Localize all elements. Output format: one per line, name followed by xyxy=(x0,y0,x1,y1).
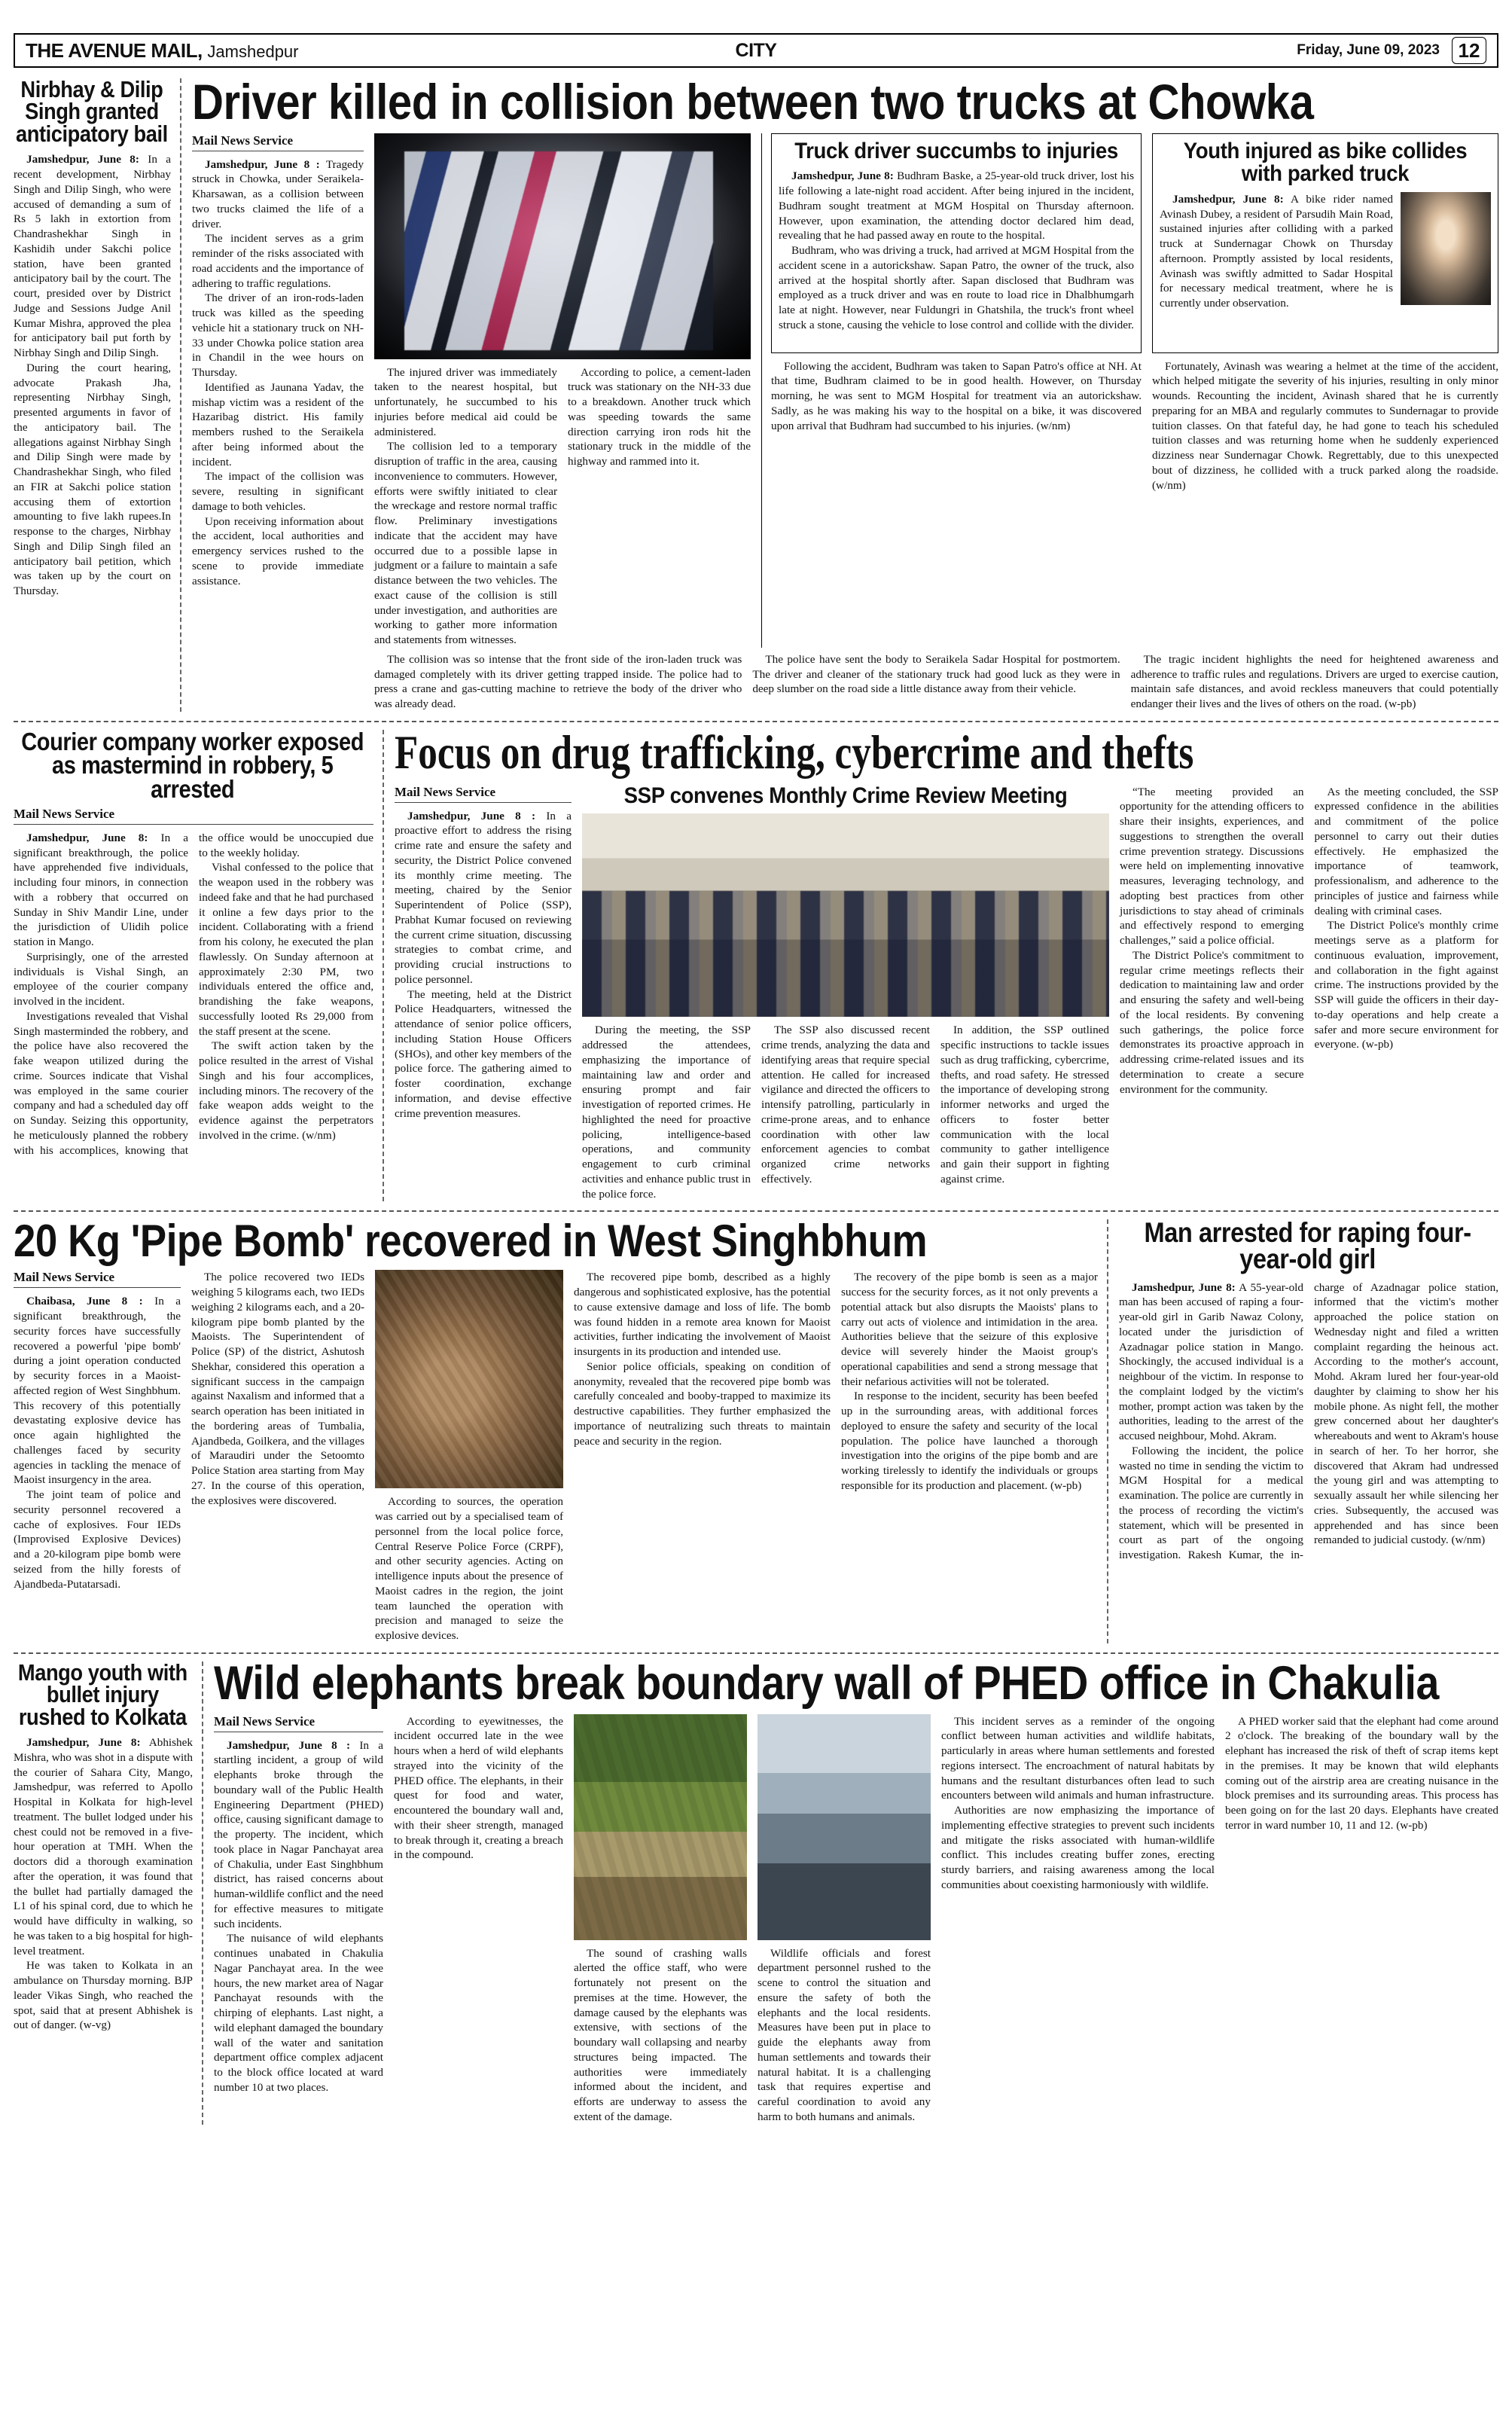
para-text: The District Police's monthly crime meetings serve as a platform for continuous evaluation, improvement, and collaboration in the fight against crime. The instructions provided by the SSP will guide the officers in their day-to-day operations and help create a safer and more secure environment for everyone. (w-pb) xyxy=(1314,919,1498,1051)
photo-bike-victim xyxy=(1401,192,1491,305)
s4-para-5 xyxy=(941,1714,1215,1804)
crime-review-story xyxy=(383,725,1498,1201)
sidebar-courier-robbery xyxy=(14,727,383,1201)
para-text: The joint team of police and security personnel recovered a cache of explosives. Four IEDs (Improvised Explosive Devices) and a 20-kilogram pipe bomb were seized from the hilly forests of Ajandbeda-Putatarsadi. xyxy=(14,1488,181,1591)
lead-spill-3 xyxy=(752,652,1120,712)
pipe-bomb-row xyxy=(14,1270,1098,1643)
para-text: He was taken to Kolkata in an ambulance on Thursday morning. BJP leader Vikas Singh, who reached the spot, said that at present Abhishek is out of danger. (w-vg) xyxy=(14,1959,193,2032)
section-divider-3 xyxy=(14,1652,1498,1654)
byline-credit: Mail News Service xyxy=(214,1714,383,1732)
section-name: CITY xyxy=(735,39,777,61)
para-text: A 55-year-old man has been accused of raping a four-year-old girl in Garib Nawaz Colony, located under the jurisdiction of Azadnagar police station in Mango. Shockingly, the accused individual is a neighbour of the victim. In response to the complaint lodged by the victim's mother, prompt action was taken by the authorities, leading to the arrest of the accused neighbour, Mohd. Akram. xyxy=(1119,1280,1303,1443)
para-text: According to sources, the operation was carried out by a specialised team of personnel from the local police force, Central Reserve Police Force (CRPF), and other security agencies. Acting on intelligence inputs about the presence of Maoist cadres in the region, the joint team launched the operation with precision and managed to seize the explosive devices. xyxy=(375,1495,563,1643)
para-text: The SSP also discussed recent crime trends, analyzing the data and identifying areas that require special attention. He called for increased vigilance and directed the officers to intensify patrolling, particularly in crime-prone areas, and to enhance coordination with other law enforcement agencies to combat organized crime networks effectively. xyxy=(761,1024,930,1185)
lead-col-2 xyxy=(374,365,557,648)
s2-sb-para-0 xyxy=(14,831,188,950)
para-text: Investigations revealed that Vishal Singh masterminded the robbery, and the police have also recovered the fake weapon utilized during the crime. Sources indicate that Vishal was employed in the same courier company and had a scheduled day off on Sunday. Seizing this opportunity, he meticulously planned the robbery with his accomplices, knowing that the office would be unoccupied due to the weekly holiday. xyxy=(14,831,373,1157)
masthead xyxy=(14,33,1498,68)
photo-crime-meeting xyxy=(582,813,1109,1017)
s4-col-1 xyxy=(214,1714,383,2125)
box-youth-row xyxy=(1160,192,1491,346)
box-youth-para-0 xyxy=(1160,192,1393,346)
section-lead-accident xyxy=(14,74,1498,712)
dateline: Jamshedpur, June 8: xyxy=(26,1736,141,1750)
s4-para-2a xyxy=(394,1714,563,1863)
lead-photo-block xyxy=(374,133,751,648)
photo-phed-worker xyxy=(758,1714,931,1940)
dateline: Jamshedpur, June 8 : xyxy=(407,809,536,822)
para-text: “The meeting provided an opportunity for the attending officers to share their insights, experiences, and suggestions to strengthen the overall crime prevention strategy. Discussions were held on implementing innovative measures, leveraging technology, and adopting best practices from other jurisdictions to stay ahead of criminals and effectively respond to emerging challenges,” said a police official. xyxy=(1120,785,1304,947)
para-text: Fortunately, Avinash was wearing a helmet at the time of the accident, which helped mitigate the severity of his injuries, resulting in only minor wounds. Recounting the incident, Avinash shared that he is currently preparing for an MBA and regularly commutes to Sundernagar to provide tuition classes. On that fateful day, he had gone to teach his scheduled tuition classes and was returning home when he suddenly experienced dizziness near Sundernagar Chowk. Regrettably, due to this unexpected bout of dizziness, he collided with a truck parked along the roadside. (w/nm) xyxy=(1152,359,1498,492)
sidebar-mango-youth xyxy=(14,1658,202,2125)
sidebar2-body xyxy=(14,831,373,1158)
crime-review-row xyxy=(395,785,1498,1202)
s2-col-4 xyxy=(940,1023,1109,1201)
s2-para-6 xyxy=(1120,948,1304,1097)
box-truck-para-0 xyxy=(779,169,1134,243)
s2-para-7 xyxy=(1315,785,1499,919)
s3-para-2 xyxy=(191,1270,364,1508)
s2-para-5 xyxy=(1120,785,1304,948)
elephants-headline: Wild elephants break boundary wall of PHED office in Chakulia xyxy=(214,1656,1439,1710)
s4-para-3 xyxy=(574,1946,747,2125)
lead-spill-4 xyxy=(1131,652,1498,712)
para-text: In a recent development, Nirbhay Singh and Dilip Singh, who were accused of demanding a sum of Rs 5 lakh in extortion from Chandrashekhar Singh in Kashidih under Sakchi police station, have been granted anticipatory bail by the court. The court, presided over by District Judge and Sessions Judge Anil Kumar Mishra, approved the plea for anticipatory bail put forth by Nirbhay Singh and Dilip Singh. xyxy=(14,153,171,360)
para-text: As the meeting concluded, the SSP expressed confidence in the abilities and commitment of the police personnel to carry out their duties effectively. He emphasized the importance of teamwork, professionalism, and adherence to the principles of justice and fairness while dealing with criminal cases. xyxy=(1314,785,1498,917)
lead-para-5 xyxy=(192,514,364,589)
byline-credit: Mail News Service xyxy=(395,785,572,803)
s2-col-2 xyxy=(582,1023,751,1201)
sidebar-man-arrested xyxy=(1107,1219,1498,1643)
box-truck-headline: Truck driver succumbs to injuries xyxy=(794,138,1118,163)
box-youth-injured xyxy=(1152,133,1498,648)
s2-photo-block xyxy=(582,785,1109,1202)
para-text: Budhram Baske, a 25-year-old truck driver, lost his life following a late-night road accident. After being injured in the incident, Budhram sought treatment at MGM Hospital on Thursday afternoon. However, upon examination, the attending doctor declared him dead, revealing that he had passed away en route to the hospital. xyxy=(779,169,1134,243)
s4-para-1 xyxy=(214,1931,383,2095)
section-crime-review xyxy=(14,725,1498,1201)
byline-credit: Mail News Service xyxy=(14,807,373,825)
s2-para-0 xyxy=(395,809,572,987)
lead-topline xyxy=(192,133,751,648)
para-text: Abhishek Mishra, who was shot in a dispute with the courier of Sahara City, Mango, Jamshedpur, was referred to Apollo Hospital in Kolkata for high-level treatment. The bullet lodged under his chest could not be removed in a five-hour operation at TMH. When the doctors did a thorough examination after the operation, it was found that the bullet had partially damaged the L1 of his spinal cord, due to which he would have difficulty in walking, so he was taken to a big hospital for high-level treatment. xyxy=(14,1736,193,1957)
sidebar-anticipatory-bail xyxy=(14,78,180,712)
lead-para-4 xyxy=(192,469,364,514)
paper-title: THE AVENUE MAIL xyxy=(26,38,197,62)
para-text: The collision led to a temporary disruption of traffic in the area, causing inconvenience to commuters. However, efforts were swiftly initiated to clear the wreckage and restore normal traffic flow. Preliminary investigations indicate that the accident may have occurred due to a possible lapse in judgment or a failure to maintain a safe distance between the two vehicles. The exact cause of the collision is still under investigation, and authorities are working to gather more information and statements from witnesses. xyxy=(374,440,557,647)
s2-para-8 xyxy=(1315,918,1499,1052)
sidebar3-body xyxy=(1119,1280,1498,1563)
lead-para-0 xyxy=(192,157,364,232)
lead-para-10 xyxy=(752,652,1120,697)
masthead-date-group xyxy=(1297,37,1486,64)
s2-col-1 xyxy=(395,785,572,1202)
crime-review-headline: Focus on drug trafficking, cybercrime and thefts xyxy=(395,725,1194,779)
para-text: The collision was so intense that the front side of the iron-laden truck was damaged completely with its driver getting trapped inside. The police had to press a crane and gas-cutting machine to retrieve the body of the driver who was already dead. xyxy=(374,652,742,711)
para-text: The injured driver was immediately taken to the nearest hospital, but unfortunately, he succumbed to his injuries before medical aid could be administered. xyxy=(374,365,557,438)
s3-para-3 xyxy=(375,1494,563,1643)
masthead-title-group: THE AVENUE MAIL, Jamshedpur xyxy=(26,38,299,62)
s3-para-4 xyxy=(574,1270,831,1359)
s2-col-3 xyxy=(761,1023,930,1201)
s4-col-2 xyxy=(394,1714,563,2125)
dateline: Chaibasa, June 8 : xyxy=(26,1295,143,1308)
para-text: Vishal confessed to the police that the weapon used in the robbery was indeed fake and that he had purchased it online a few days prior to the incident. Collaborating with a friend from his colony, he executed the plan flawlessly. On Sunday afternoon at approximately 2:30 PM, two individuals entered the office and, brandishing the fake weapons, successfully looted Rs 29,000 from the staff present at the scene. xyxy=(199,861,373,1038)
para-text: Following the incident, the police wasted no time in sending the victim to MGM Hospital for a medical examination. The police are currently in the process of recording the victim's statement, which will be presented in court as part of the ongoing investigation. Rakesh Kumar, the in-charge of Azadnagar police station, informed that the victim's mother approached the police station on Wednesday night and filed a written complaint regarding the heinous act. According to the mother's account, Mohd. Akram lured her four-year-old daughter by claiming to show her his mobile phone. As night fell, the mother grew concerned about her daughter's whereabouts and went to Akram's house in search of her. To her horror, she discovered that Akram had undressed the young girl and was attempting to sexually assault her while silencing her cries. Subsequently, the accused was apprehended and has since been remanded to judicial custody. (w/nm) xyxy=(1119,1280,1498,1562)
s2-para-3 xyxy=(761,1023,930,1186)
para-text: The police have sent the body to Seraikela Sadar Hospital for postmortem. The driver and cleaner of the stationary truck had good luck as they were in deep slumber on the road side a little distance away from their vehicle. xyxy=(752,652,1120,696)
s3-para-7 xyxy=(841,1389,1098,1493)
box-youth-para-1 xyxy=(1152,359,1498,493)
byline-credit: Mail News Service xyxy=(192,133,364,151)
s4-para-4 xyxy=(758,1946,931,2125)
s3-para-1x xyxy=(14,1488,181,1591)
s2-sb-para-4 xyxy=(199,1039,373,1143)
s3-para-0 xyxy=(14,1294,181,1488)
para-text: In addition, the SSP outlined specific instructions to tackle issues such as drug trafficking, cybercrime, thefts, and road safety. He stressed the importance of developing strong informer networks and urged the officers to foster better communication with the local community to gather intelligence and gain their support in fighting against crime. xyxy=(940,1024,1109,1185)
para-text: The District Police's commitment to regular crime meetings reflects their dedication to maintaining law and order and ensuring the safety and well-being of the local residents. By convening such gatherings, the police force demonstrates its proactive approach in addressing crime-related issues and its determination to create a secure environment for the community. xyxy=(1120,948,1304,1096)
dateline: Jamshedpur, June 8: xyxy=(26,831,148,844)
dateline: Jamshedpur, June 8: xyxy=(791,169,894,183)
para-text: In a proactive effort to address the rising crime rate and ensure the safety and security, the District Police convened its monthly crime meeting. The meeting, chaired by the Senior Superintendent of Police (SSP), Prabhat Kumar focused on reviewing the current crime situation, discussing strategies to combat crime, and providing crucial instructions to police personnel. xyxy=(395,809,572,986)
s3-para-5 xyxy=(574,1359,831,1449)
s3-col-5 xyxy=(841,1270,1098,1643)
s4-sb-para-0 xyxy=(14,1735,193,1958)
paper-city: Jamshedpur xyxy=(207,41,299,61)
box-truck-driver-inner xyxy=(771,133,1142,353)
s2-para-1 xyxy=(395,987,572,1121)
para-text: The recovery of the pipe bomb is seen as a major success for the security forces, as it not only prevents a potential attack but also disrupts the Maoists' plans to carry out acts of violence and intimidation in the area. Authorities believe that the seizure of this explosive device will severely hinder the Maoist group's operational capabilities and send a strong message that their nefarious activities will not be tolerated. xyxy=(841,1271,1098,1388)
box-youth-continued xyxy=(1152,359,1498,493)
para-text: Wildlife officials and forest department personnel rushed to the scene to control the situation and ensure the safety of both the elephants and the local residents. Measures have been put in place to guide the elephants away from human settlements and towards their natural habitat. It is a challenging task that requires expertise and careful coordination to avoid any harm to both humans and animals. xyxy=(758,1946,931,2123)
elephants-story xyxy=(202,1656,1498,2125)
byline-credit: Mail News Service xyxy=(14,1270,181,1288)
s2-sb-para-3 xyxy=(199,860,373,1039)
s3-para-6 xyxy=(841,1270,1098,1389)
section-divider-2 xyxy=(14,1210,1498,1212)
s2-sb-para-1 xyxy=(14,950,188,1009)
para-text: During the meeting, the SSP addressed the attendees, emphasizing the importance of maintaining law and order and ensuring prompt and fair investigation of reported crimes. He highlighted the need for proactive policing, intelligence-based operations, and community engagement to curb criminal activities and enhance public trust in the police force. xyxy=(582,1024,751,1201)
dateline: Jamshedpur, June 8 : xyxy=(205,157,320,171)
s4-sb-para-1 xyxy=(14,1958,193,2033)
lead-spill-2 xyxy=(374,652,742,712)
para-text: Upon receiving information about the accident, local authorities and emergency services rushed to the scene to provide immediate assistance. xyxy=(192,514,364,587)
s4-photo-1-block xyxy=(574,1714,747,2125)
para-text: The incident serves as a grim reminder of the risks associated with road accidents and the importance of adhering to traffic regulations. xyxy=(192,232,364,290)
photo-pipe-bomb xyxy=(375,1270,563,1488)
lead-col-1 xyxy=(192,133,364,648)
page-number: 12 xyxy=(1452,37,1486,64)
s2-para-4 xyxy=(940,1023,1109,1186)
para-text: The sound of crashing walls alerted the office staff, who were fortunately not present on the premises at the time. However, the damage caused by the elephants was extensive, with sections of the boundary wall collapsing and nearby structures being impacted. The authorities were immediately informed about the incident, and efforts are underway to assess the extent of the damage. xyxy=(574,1946,747,2123)
box-youth-headline: Youth injured as bike collides with parked truck xyxy=(1183,138,1468,187)
lead-para-8 xyxy=(568,365,751,469)
sidebar-headline: Nirbhay & Dilip Singh granted anticipatory bail xyxy=(16,76,168,147)
s3-col-2 xyxy=(191,1270,364,1643)
s3-sb-para-0 xyxy=(1119,1280,1303,1444)
lead-col-3 xyxy=(568,365,751,648)
para-text: The recovered pipe bomb, described as a highly dangerous and sophisticated explosive, has the potential to cause extensive damage and loss of life. The bomb was found hidden in a remote area known for Maoist activities, further indicating the involvement of Maoist insurgents in its production and intended use. xyxy=(574,1271,831,1359)
box-truck-para-1 xyxy=(779,243,1134,333)
photo-elephant-wall xyxy=(574,1714,747,1940)
s3-col-4 xyxy=(574,1270,831,1643)
para-text: Identified as Jaunana Yadav, the mishap victim was a resident of the Hazaribag district. His family members rushed to the Seraikela after being informed about the incident. xyxy=(192,380,364,468)
date-rest: , June 09, 2023 xyxy=(1338,42,1440,58)
lead-story xyxy=(180,74,1498,712)
s4-para-6 xyxy=(941,1803,1215,1893)
lead-para-1 xyxy=(192,231,364,291)
s4-para-0 xyxy=(214,1738,383,1932)
para-text: A PHED worker said that the elephant had come around 2 o'clock. The breaking of the boundary wall by the elephant has increased the risk of theft of scrap items kept in the premises. It may be known that wild elephants coming out of the airstrip area are creating nuisance in the block premises and its surrounding areas. This process has been going on for the last 20 days. Elephants have created terror in ward number 10, 11 and 12. (w-pb) xyxy=(1225,1714,1498,1832)
lead-headline: Driver killed in collision between two trucks at Chowka xyxy=(192,74,1314,130)
para-text: The police recovered two IEDs weighing 5 kilograms each, two IEDs weighing 2 kilograms each, and a 20-kilogram pipe bomb planted by the Maoists. The Superintendent of Police (SP) of the district, Ashutosh Shekhar, considered this operation a significant success in the campaign against Naxalism and informed that a search operation has been initiated in the bordering areas of Tumbalia, Ajandbeda, Goilkera, and the villages of Maraudiri under the Setoomto Police Station area starting from May 27. In the course of this operation, the explosives were discovered. xyxy=(191,1271,364,1507)
para-text: The swift action taken by the police resulted in the arrest of Vishal Singh and his four accomplices, including minors. The recovery of the fake weapon adds weight to the evidence against the perpetrators involved in the crime. (w/nm) xyxy=(199,1039,373,1142)
sidebar3-headline: Man arrested for raping four-year-old girl xyxy=(1144,1217,1471,1275)
para-text: In response to the incident, security has been beefed up in the surrounding areas, with additional forces deployed to ensure the safety and security of the local population. The police have launched a thorough investigation into the origins of the pipe bomb and are working tirelessly to identify the individuals or groups responsible for its production and placement. (w-pb) xyxy=(841,1390,1098,1492)
para-text: In a significant breakthrough, the police have apprehended five individuals, including four minors, in connection with a robbery that occurred on Sunday in Shiv Mandir Line, under the jurisdiction of Ulidih police station in Mango. xyxy=(14,831,188,949)
sidebar4-headline: Mango youth with bullet injury rushed to Kolkata xyxy=(17,1658,187,1730)
dateline: Jamshedpur, June 8: xyxy=(1132,1280,1236,1294)
pipe-bomb-headline: 20 Kg 'Pipe Bomb' recovered in West Singhbhum xyxy=(14,1216,928,1267)
lead-para-2 xyxy=(192,291,364,380)
dateline: Jamshedpur, June 8: xyxy=(1172,192,1284,206)
para-text: This incident serves as a reminder of the ongoing conflict between human activities and wildlife habitats, particularly in areas where human settlements and forested regions intersect. The encroachment of natural habitats by humans and the resultant disturbances often lead to such encounters between wild animals and human infrastructure. xyxy=(941,1714,1215,1802)
dateline: Jamshedpur, June 8 : xyxy=(227,1738,351,1752)
crime-review-subheadline: SSP convenes Monthly Crime Review Meeting xyxy=(623,783,1068,808)
para-text: The impact of the collision was severe, resulting in significant damage to both vehicles. xyxy=(192,470,364,513)
para-text: Following the accident, Budhram was taken to Sapan Patro's office at NH. At that time, Budhram claimed to be in good health. However, on Thursday morning, he was sent to MGM Hospital for treatment via an autorickshaw. Sadly, as he was making his way to the hospital on a bike, it was discovered upon arrival that Budhram had succumbed to his injuries. (w/nm) xyxy=(771,359,1142,432)
para-text: Senior police officials, speaking on condition of anonymity, revealed that the recovered pipe bomb was carefully concealed and booby-trapped to maximize its destructive capabilities. They further emphasized the importance of neutralizing such threats to maintain peace and security in the region. xyxy=(574,1359,831,1448)
dateline: Jamshedpur, June 8: xyxy=(26,153,139,166)
para-text: The meeting, held at the District Police Headquarters, witnessed the attendance of senior police officers, including Station House Officers (SHOs), and other key members of the police force. The gathering aimed to foster coordination, exchange information, and devise effective crime prevention measures. xyxy=(395,987,572,1120)
para-text: A bike rider named Avinash Dubey, a resident of Parsudih Main Road, sustained injuries after colliding with a parked truck at Sundernagar Chowk on Thursday afternoon. Promptly assisted by local residents, Avinash was swiftly admitted to Sadar Hospital for necessary medical treatment, where he is currently under observation. xyxy=(1160,192,1393,310)
s2-under-photo xyxy=(582,1023,1109,1201)
section-divider-1 xyxy=(14,721,1498,722)
newspaper-page xyxy=(0,33,1512,2435)
s2-para-2 xyxy=(582,1023,751,1201)
pipe-bomb-story xyxy=(14,1216,1107,1643)
s4-para-7 xyxy=(1225,1714,1498,1833)
elephants-row xyxy=(214,1714,1498,2125)
lead-body-row xyxy=(192,133,1498,648)
section-elephants xyxy=(14,1656,1498,2125)
para-text: In a significant breakthrough, the security forces have successfully recovered a powerful 'pipe bomb' during a joint operation conducted by security forces in a Maoist-affected region of West Singhbhum. This recovery of this potentially devastating explosive device has once again highlighted the challenges faced by security agencies in tackling the menace of Maoist insurgency in the area. xyxy=(14,1295,181,1487)
para-text: The tragic incident highlights the need for heightened awareness and adherence to traffic rules and regulations. Drivers are urged to exercise caution, maintain safe distances, and avoid reckless maneuvers that could potentially endanger their lives and the lives of others on the road. (w-pb) xyxy=(1130,652,1498,711)
date-day: Friday xyxy=(1297,42,1339,58)
sidebar-para-0 xyxy=(14,152,171,361)
s4-col-5 xyxy=(941,1714,1215,2125)
sidebar2-headline: Courier company worker exposed as mastermind in robbery, 5 arrested xyxy=(21,727,364,803)
lead-para-11 xyxy=(1131,652,1498,712)
lead-spill-row xyxy=(192,652,1498,712)
date-text xyxy=(1297,42,1440,59)
s2-col-6 xyxy=(1315,785,1499,1202)
para-text: Budhram, who was driving a truck, had arrived at MGM Hospital from the accident scene in a autorickshaw. Sapan Patro, the owner of the truck, also arrived at the hospital shortly after. Sapan disclosed that Budhram was employed as a truck driver and was en route to load rice in Dhalbhumgarh late at night. However, near Fuldungri in Ghatshila, the truck's front wheel struck a stone, causing the vehicle to lose control and collide with the divider. xyxy=(779,244,1134,331)
lead-para-7a xyxy=(374,439,557,648)
para-text: During the court hearing, advocate Prakash Jha, representing Nirbhay Singh, presented arguments in favor of the anticipatory bail. The allegations against Nirbhay Singh and Dilip Singh were made by Chandrashekhar Singh, who filed an FIR at Sakchi police station accusing them of extortion amounting to five lakh rupees.In response to the charges, Nirbhay Singh and Dilip Singh filed an anticipatory bail petition, which was taken up by the court on Thursday. xyxy=(14,361,171,598)
photo-truck-wreck xyxy=(374,133,751,359)
section-pipe-bomb xyxy=(14,1216,1498,1643)
s3-photo-block xyxy=(375,1270,563,1643)
para-text: According to eyewitnesses, the incident occurred late in the wee hours when a herd of wild elephants strayed into the vicinity of the PHED office. The elephants, in their quest for food and water, encountered the boundary wall and, with their sheer strength, managed to break through it, creating a breach in the compound. xyxy=(394,1714,563,1862)
para-text: In a startling incident, a group of wild elephants broke through the boundary wall of the Public Health Engineering Department (PHED) office, causing significant damage to the property. The incident, which took place in Nagar Panchayat area of Chakulia, under East Singhbhum district, has raised concerns about human-wildlife conflict and the need for effective measures to mitigate such incidents. xyxy=(214,1738,383,1930)
lead-photo-undercols xyxy=(374,365,751,648)
lead-para-3 xyxy=(192,380,364,470)
box-truck-driver xyxy=(761,133,1142,648)
lead-para-6 xyxy=(374,365,557,440)
para-text: Authorities are now emphasizing the importance of implementing effective strategies to prevent such incidents and mitigate the risks associated with human-wildlife conflict. This includes creating buffer zones, erecting sturdy barriers, and raising awareness among the local communities about coexisting harmoniously with wildlife. xyxy=(941,1804,1215,1891)
s3-col-1 xyxy=(14,1270,181,1643)
lead-para-9 xyxy=(374,652,742,712)
sidebar-para-1 xyxy=(14,361,171,599)
para-text: The driver of an iron-rods-laden truck was killed as the speeding vehicle hit a stationary truck on NH-33 under Chowka police station area in Chandil in the wee hours on Thursday. xyxy=(192,291,364,380)
box-truck-continued xyxy=(771,359,1142,434)
para-text: The nuisance of wild elephants continues unabated in Chakulia Nagar Panchayat area. In the wee hours, the new market area of Nagar Panchayat resounds with the chirping of elephants. Last night, a wild elephant damaged the boundary wall of the water and sanitation department office complex adjacent to the block office located at ward number 10 at two places. xyxy=(214,1932,383,2094)
s2-col-5 xyxy=(1120,785,1304,1202)
s4-photo-2-block xyxy=(758,1714,931,2125)
lead-spill-1 xyxy=(192,652,364,712)
s4-col-6 xyxy=(1225,1714,1498,2125)
para-text: Surprisingly, one of the arrested individuals is Vishal Singh, an employee of the courier company involved in the incident. xyxy=(14,950,188,1008)
box-youth-inner xyxy=(1152,133,1498,353)
para-text: According to police, a cement-laden truck was stationary on the NH-33 due to a breakdown. Another truck which was speeding towards the same direction carrying iron rods hit the stationary truck in the middle of the highway and rammed into it. xyxy=(568,365,751,468)
para-text: Tragedy struck in Chowka, under Seraikela-Kharsawan, as a collision between two trucks claimed the life of a driver. xyxy=(192,157,364,230)
lead-left-block xyxy=(192,133,751,648)
box-truck-para-2 xyxy=(771,359,1142,434)
